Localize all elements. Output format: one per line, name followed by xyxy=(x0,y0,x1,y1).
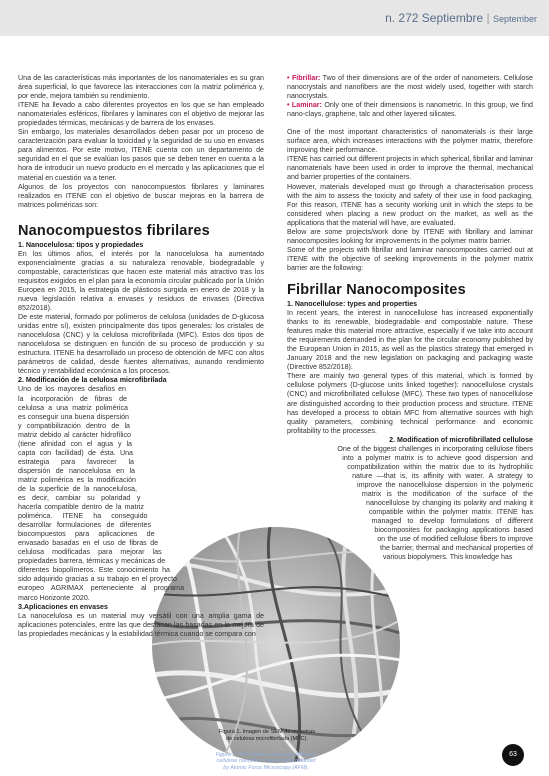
subheading: 2. Modification of microfibrillated cellulose xyxy=(389,435,533,444)
paragraph: One of the most important characteristics of nanomaterials is their large surface area, which increases interactions with the polymer matrix, therefore improving their performance. xyxy=(287,128,533,155)
paragraph: En los últimos años, el interés por la nanocelulosa ha aumentado exponencialmente gracias a su naturaleza renovable, biodegradable y compostable, características que hacen este material más atractivo tras los requisitos exigidos en el plan para la economía circular publicado por la Unión Europea en 2015, la estrategia de plásticos surgida en enero de 2018 y la nueva legislación relativa a envases y residuos de envases (Directiva 852/2018). xyxy=(18,249,264,313)
bullet-text: Two of their dimensions are of the order of nanometers. Cellulose nanocrystals and nanofibers are the most widely used, together with starch nanocrystals. xyxy=(287,74,533,101)
paragraph: Some of the projects with fibrillar and laminar nanocomposites carried out at ITENE with the objective of seeking improvements in the polymer matrix barrier are the following: xyxy=(287,245,533,272)
issue-separator: | xyxy=(486,11,490,25)
subheading: 3.Aplicaciones en envases xyxy=(18,602,108,611)
paragraph: ITENE has carried out different projects in which spherical, fibrillar and laminar nanomaterials have been used in order to improve the thermal, mechanical and barrier properties of the containers. xyxy=(287,155,533,182)
issue-month-en: September xyxy=(492,14,537,24)
right-column-en xyxy=(287,74,533,685)
header-bar xyxy=(0,0,549,36)
paragraph: In recent years, the interest in nanocellulose has increased exponentially thanks to its renewable, biodegradable and compostable nature. These features make this material more attractive, especially if we take into account the requirements demanded in the plan for the circular economy published by the European Union in 2015, as well as the plastics strategy that emerged in January 2018 and the new legislation on packaging and packaging waste (Directive 852/2018). xyxy=(287,309,533,372)
bullet-label: • Fibrillar: xyxy=(287,74,321,82)
subheading: 1. Nanocelulosa: tipos y propiedades xyxy=(18,240,144,249)
paragraph: Uno de los mayores desafíos en la incorporación de fibras de celulosa a una matriz polimérica es conseguir una buena dispersión y compatibilización dentro de la matriz debido al carácter hidrofílico (tiene afinidad con el agua y la capta con facilidad) de ésta. Una estrategia para favorecer la dispersión de nanocelulosa en la matriz polimérica es la modificación de la superficie de la nanocelulosa, es decir, cambiar su polaridad y hacerla compatible dentro de la matriz polimérica. ITENE ha conseguido desarrollar formulaciones de diferentes biocompuestos para aplicaciones de envasado basadas en el uso de fibras de celulosa modificadas para mejorar las propiedades barrera, térmicas y mecánicas de diferentes biopolímeros. Este conocimiento ha sido adquirido gracias a su trabajo en el proyecto europeo AGRIMAX perteneciente al programa marco Horizonte 2020. xyxy=(18,385,185,602)
bullet-laminar xyxy=(287,101,533,119)
left-column-es xyxy=(18,74,264,639)
bullet-fibrillar xyxy=(287,74,533,101)
paragraph: ITENE ha llevado a cabo diferentes proyectos en los que se han empleado nanomateriales esféricos, fibrilares y laminares con el objetivo de mejorar las propiedades térmicas, mecánicas y de barrera de los envases. xyxy=(18,101,264,128)
section-heading: Nanocompuestos fibrilares xyxy=(18,222,210,239)
paragraph: La nanocelulosa es un material muy versátil con una amplia gama de aplicaciones potenciales, entre las que destacan las basadas en la mejora de las propiedades mecánicas y la estabilidad térmica cuando se compara con xyxy=(18,611,264,638)
paragraph: Algunos de los proyectos con nanocompuestos fibrilares y laminares realizados en ITENE con el objetivo de buscar mejoras en la barrera de matrices poliméricas son: xyxy=(18,182,264,209)
section-heading: Fibrillar Nanocomposites xyxy=(287,281,466,298)
figure-caption-en: Figure 1. MFC water suspension (left) and cellulose nanofiber image (right) obtained by Atomic Force Microscopy (AFM). xyxy=(215,752,317,771)
paragraph: One of the biggest challenges in incorporating cellulose fibers into a polymer matrix is to achieve good dispersion and compatibilization within the matrix due to its hydrophilic nature —that is, its affinity with water. A strategy to improve the nanocellulose dispersion in the polymeric matrix is the modification of the surface of the nanocellulose by changing its polarity and making it compatible within the polymer matrix. ITENE has managed to develop formulations of different biocomposites for packaging applications based on the use of modified cellulose fibers to improve the barrier, thermal and mechanical properties of various biopolymers. This knowledge has xyxy=(337,444,533,562)
subheading: 1. Nanocellulose: types and properties xyxy=(287,299,418,308)
figure-caption-es: Figura 1. Imagen de SEM de muestras de celulosa microfibrilada (MFC). xyxy=(218,729,316,742)
bullet-label: • Laminar: xyxy=(287,101,322,110)
subheading: 2. Modificación de la celulosa microfibrilada xyxy=(18,376,167,385)
paragraph: Sin embargo, los materiales desarrollados deben pasar por un proceso de caracterización para evaluar la toxicidad y la seguridad de su uso en envases para alimentos. Por este motivo, ITENE cuenta con un departamento de seguridad en el que se evalúan los pasos que se deben tener en cuenta a la hora de introducir un nuevo producto en el mercado y las aplicaciones que el material en cuestión va a tener. xyxy=(18,128,264,182)
paragraph: There are mainly two general types of this material, which is formed by cellulose polymers (D-glucose units linked together): nanocellulose crystals (CNC) and microfibrillated cellulose (MFC). These two types of nanocellulose are distinguished according to their production process and structure. ITENE has developed a process to obtain MFC from alternative sources with high quality parameters, combining technical performance and economic profitability to the processes. xyxy=(287,372,533,435)
paragraph: De este material, formado por polímeros de celulosa (unidades de D-glucosa unidas entre sí), existen principalmente dos tipos generales: los cristales de nanocelulosa (CNC) y la celulosa microfibrilada (MFC). Estos dos tipos de nanocelulosa se distinguen en función de su proceso de producción y su estructura. ITENE ha desarrollado un proceso de obtención de MFC con altos parámetros de calidad, desde fuentes alternativas, aunando rendimiento técnico y rentabilidad económica a los procesos. xyxy=(18,313,264,376)
paragraph: However, materials developed must go through a characterisation process with the aim to assess the toxicity and safety of their use in food packaging. For this reason, ITENE has a security working unit in which the steps to be considered when placing a new product on the market, as well as the applications that the material will have, are evaluated. xyxy=(287,182,533,227)
issue-label xyxy=(385,11,537,25)
issue-number: n. 272 Septiembre xyxy=(385,11,484,25)
page-number: 63 xyxy=(502,744,524,766)
paragraph: Below are some projects/work done by ITENE with fibrillary and laminar nanocomposites looking for improvements in the polymer matrix barrier. xyxy=(287,227,533,245)
bullet-text: Only one of their dimensions is nanometric. In this group, we find nano-clays, graphene, talc and other layered silicates. xyxy=(287,101,533,119)
paragraph: Una de las características más importantes de los nanomateriales es su gran área superficial, lo que favorece las interacciones con la matriz polimérica y, por ende, mejora también su rendimiento. xyxy=(18,74,264,101)
